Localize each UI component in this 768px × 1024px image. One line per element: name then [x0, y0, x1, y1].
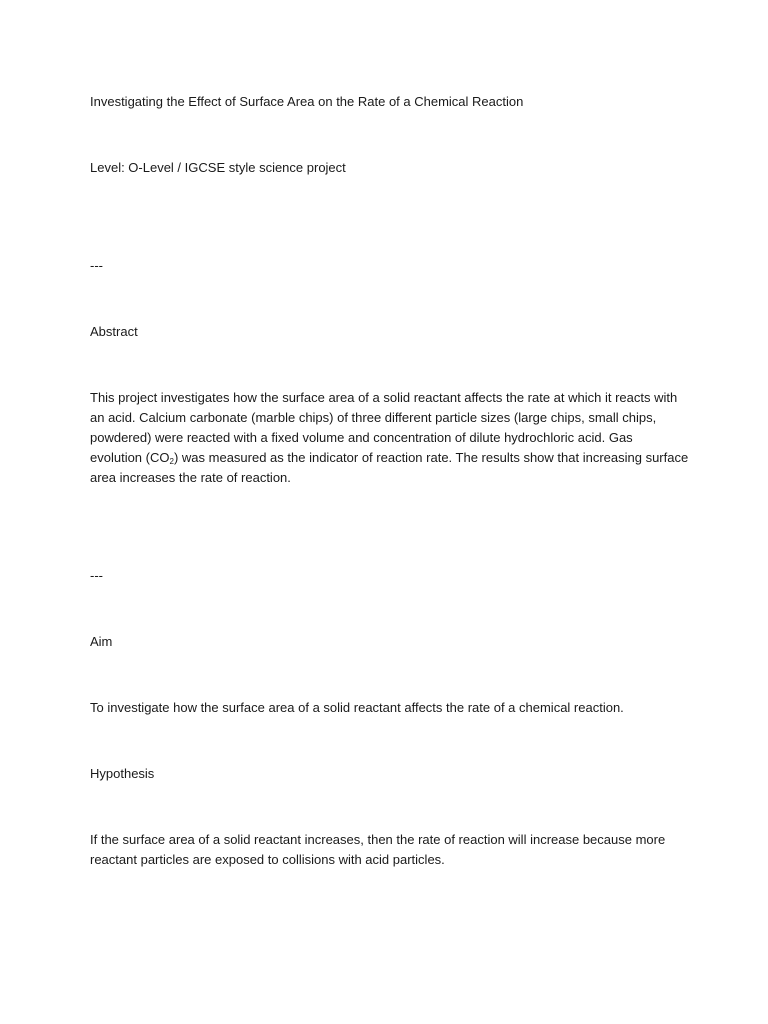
hypothesis-line: reactant particles are exposed to collisions with acid particles.	[90, 852, 445, 867]
abstract-line-co2-prefix: evolution (CO	[90, 450, 170, 465]
aim-text: To investigate how the surface area of a solid reactant affects the rate of a chemical reaction.	[90, 700, 624, 715]
hypothesis-heading: Hypothesis	[90, 766, 155, 781]
subscript-two: 2	[169, 457, 174, 466]
separator: ---	[90, 258, 103, 273]
abstract-paragraph	[90, 388, 689, 488]
abstract-line: powdered) were reacted with a fixed volume and concentration of dilute hydrochloric acid. Gas	[90, 430, 633, 445]
document-title: Investigating the Effect of Surface Area on the Rate of a Chemical Reaction	[90, 94, 524, 109]
abstract-line: This project investigates how the surface area of a solid reactant affects the rate at which it reacts with	[90, 390, 678, 405]
separator: ---	[90, 568, 103, 583]
abstract-line-co2-close: )	[173, 450, 179, 465]
level-line: Level: O-Level / IGCSE style science project	[90, 160, 346, 175]
abstract-heading: Abstract	[90, 324, 138, 339]
abstract-line: an acid. Calcium carbonate (marble chips) of three different particle sizes (large chips, small chips,	[90, 410, 657, 425]
abstract-line-co2	[90, 448, 689, 468]
hypothesis-paragraph	[90, 830, 680, 870]
abstract-line: area increases the rate of reaction.	[90, 470, 291, 485]
aim-heading: Aim	[90, 634, 113, 649]
hypothesis-line: If the surface area of a solid reactant increases, then the rate of reaction will increase because more	[90, 832, 666, 847]
abstract-line-co2-rest: was measured as the indicator of reaction rate. The results show that increasing surface	[181, 450, 689, 465]
